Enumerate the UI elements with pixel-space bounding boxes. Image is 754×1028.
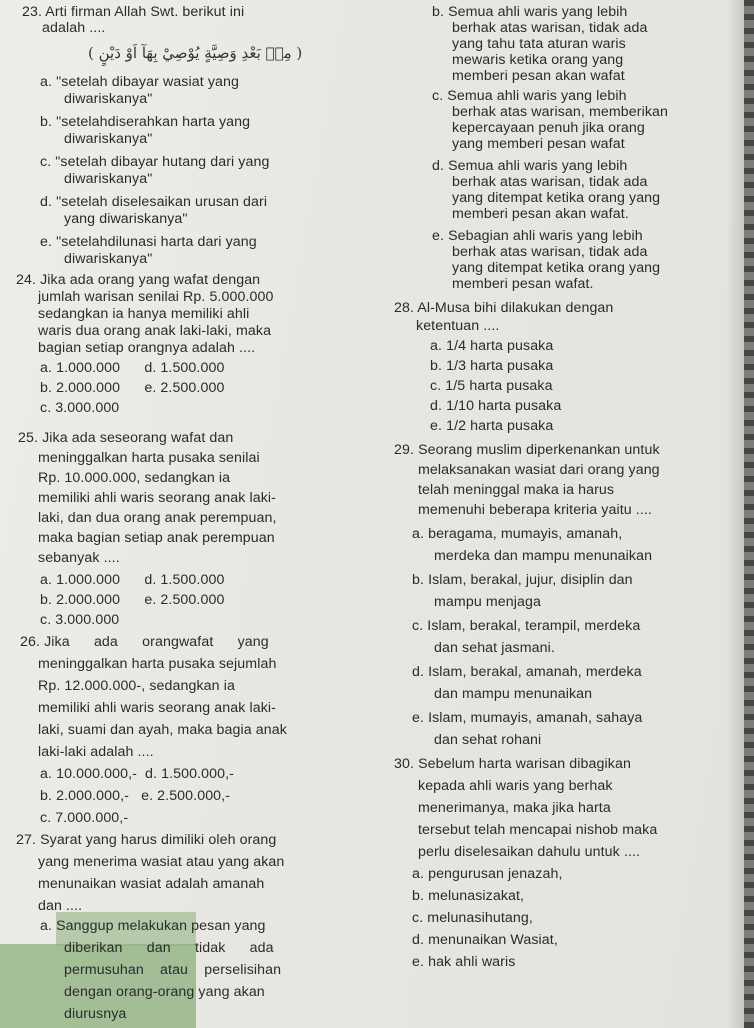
q23-line-2: adalah .... — [42, 20, 106, 36]
q27-option-a: a. Sanggup melakukan pesan yang — [40, 918, 266, 934]
q29-option-a: a. beragama, mumayis, amanah, — [412, 526, 623, 542]
page-curl-shadow — [726, 0, 744, 1028]
q23-option-d: d. "setelah diselesaikan urusan dari — [40, 194, 268, 210]
q23-option-c-right: c. Semua ahli waris yang lebih — [432, 88, 627, 104]
q29-option-d-cont: dan mampu menunaikan — [434, 686, 593, 702]
q27-option-a-cont: diberikan dan tidak ada — [64, 940, 274, 956]
q30-option-e: e. hak ahli waris — [412, 954, 516, 970]
q23-line: memberi pesan wafat. — [452, 276, 594, 292]
q24-line: sedangkan ia hanya memiliki ahli — [38, 306, 250, 322]
q27-line: menunaikan wasiat adalah amanah — [38, 876, 265, 892]
q24-options-ad: a. 1.000.000 d. 1.500.000 — [40, 360, 225, 376]
q24-line: waris dua orang anak laki-laki, maka — [38, 323, 272, 339]
q23-option-a-cont: diwariskanya" — [64, 91, 153, 107]
q30-line: perlu diselesaikan dahulu untuk .... — [418, 844, 641, 860]
q27-line: 27. Syarat yang harus dimiliki oleh orang — [16, 832, 277, 848]
q23-line: yang tahu tata aturan waris — [452, 36, 626, 52]
q23-line: berhak atas warisan, memberikan — [452, 104, 669, 120]
q24-line: jumlah warisan senilai Rp. 5.000.000 — [38, 289, 274, 305]
q28-line: 28. Al-Musa bihi dilakukan dengan — [394, 300, 614, 316]
q27-option-a-cont: diurusnya — [64, 1006, 127, 1022]
q23-option-c-cont: diwariskanya" — [64, 171, 153, 187]
q29-line: melaksanakan wasiat dari orang yang — [418, 462, 660, 478]
q23-line: yang ditempat ketika orang yang — [452, 190, 661, 206]
q25-options-ad: a. 1.000.000 d. 1.500.000 — [40, 572, 225, 588]
q25-options-be: b. 2.000.000 e. 2.500.000 — [40, 592, 225, 608]
q23-line: kepercayaan penuh jika orang — [452, 120, 645, 136]
q26-options-ad: a. 10.000.000,- d. 1.500.000,- — [40, 766, 234, 782]
q23-line: berhak atas warisan, tidak ada — [452, 20, 648, 36]
q28-option-a: a. 1/4 harta pusaka — [430, 338, 554, 354]
q30-line: menerimanya, maka jika harta — [418, 800, 611, 816]
q26-line: memiliki ahli waris seorang anak laki- — [38, 700, 276, 716]
q28-line: ketentuan .... — [416, 318, 500, 334]
q25-line: maka bagian setiap anak perempuan — [38, 530, 275, 546]
q27-option-a-cont: dengan orang-orang yang akan — [64, 984, 265, 1000]
q26-option-c: c. 7.000.000,- — [40, 810, 129, 826]
q23-option-b-right: b. Semua ahli waris yang lebih — [432, 4, 628, 20]
q25-option-c: c. 3.000.000 — [40, 612, 120, 628]
q29-option-b-cont: mampu menjaga — [434, 594, 541, 610]
q23-option-b: b. "setelahdiserahkan harta yang — [40, 114, 251, 130]
q30-line: tersebut telah mencapai nishob maka — [418, 822, 658, 838]
q23-option-a: a. "setelah dibayar wasiat yang — [40, 74, 239, 90]
q30-line: 30. Sebelum harta warisan dibagikan — [394, 756, 631, 772]
q29-line: telah meninggal maka ia harus — [418, 482, 615, 498]
q29-line: memenuhi beberapa kriteria yaitu .... — [418, 502, 652, 518]
q30-line: kepada ahli waris yang berhak — [418, 778, 613, 794]
q24-options-be: b. 2.000.000 e. 2.500.000 — [40, 380, 225, 396]
q23-option-e-cont: diwariskanya" — [64, 251, 153, 267]
q25-line: 25. Jika ada seseorang wafat dan — [18, 430, 234, 446]
q29-option-e-cont: dan sehat rohani — [434, 732, 542, 748]
q23-option-d-cont: yang diwariskanya" — [64, 211, 188, 227]
q26-line: meninggalkan harta pusaka sejumlah — [38, 656, 277, 672]
q23-option-b-cont: diwariskanya" — [64, 131, 153, 147]
q23-option-d-right: d. Semua ahli waris yang lebih — [432, 158, 628, 174]
q24-line: bagian setiap orangnya adalah .... — [38, 340, 256, 356]
q26-line: laki, suami dan ayah, maka bagia anak — [38, 722, 287, 738]
q29-option-b: b. Islam, berakal, jujur, disiplin dan — [412, 572, 633, 588]
q24-option-c: c. 3.000.000 — [40, 400, 120, 416]
q23-line: berhak atas warisan, tidak ada — [452, 174, 648, 190]
q25-line: Rp. 10.000.000, sedangkan ia — [38, 470, 231, 486]
q23-option-e-right: e. Sebagian ahli waris yang lebih — [432, 228, 643, 244]
q29-option-e: e. Islam, mumayis, amanah, sahaya — [412, 710, 643, 726]
q23-line: yang memberi pesan wafat — [452, 136, 625, 152]
q30-option-d: d. menunaikan Wasiat, — [412, 932, 558, 948]
q23-line: yang ditempat ketika orang yang — [452, 260, 661, 276]
q28-option-d: d. 1/10 harta pusaka — [430, 398, 562, 414]
q26-line: Rp. 12.000.000-, sedangkan ia — [38, 678, 235, 694]
q23-line: memberi pesan akan wafat. — [452, 206, 629, 222]
q23-line-1: 23. Arti firman Allah Swt. berikut ini — [22, 4, 245, 20]
q30-option-a: a. pengurusan jenazah, — [412, 866, 563, 882]
q29-option-d: d. Islam, berakal, amanah, merdeka — [412, 664, 642, 680]
q23-line: berhak atas warisan, tidak ada — [452, 244, 648, 260]
q25-line: meninggalkan harta pusaka senilai — [38, 450, 260, 466]
q25-line: memiliki ahli waris seorang anak laki- — [38, 490, 276, 506]
q27-line: dan .... — [38, 898, 83, 914]
q29-option-c-cont: dan sehat jasmani. — [434, 640, 555, 656]
q27-option-a-cont: permusuhan atau perselisihan — [64, 962, 282, 978]
q28-option-e: e. 1/2 harta pusaka — [430, 418, 554, 434]
q25-line: laki, dan dua orang anak perempuan, — [38, 510, 277, 526]
q30-option-c: c. melunasihutang, — [412, 910, 533, 926]
q28-option-c: c. 1/5 harta pusaka — [430, 378, 553, 394]
q23-line: memberi pesan akan wafat — [452, 68, 625, 84]
q26-line: 26. Jika ada orangwafat yang — [20, 634, 269, 650]
q29-option-a-cont: merdeka dan mampu menunaikan — [434, 548, 653, 564]
q23-arabic-verse: ( مِنۢ بَعْدِ وَصِيَّةٍ يُوْصِيْ بِهَآ اَوْ دَيْنٍ ) — [88, 44, 303, 62]
q23-option-c: c. "setelah dibayar hutang dari yang — [40, 154, 270, 170]
q26-line: laki-laki adalah .... — [38, 744, 154, 760]
q25-line: sebanyak .... — [38, 550, 120, 566]
q29-line: 29. Seorang muslim diperkenankan untuk — [394, 442, 660, 458]
q23-option-e: e. "setelahdilunasi harta dari yang — [40, 234, 257, 250]
q27-line: yang menerima wasiat atau yang akan — [38, 854, 285, 870]
q30-option-b: b. melunasizakat, — [412, 888, 525, 904]
q24-line: 24. Jika ada orang yang wafat dengan — [16, 272, 261, 288]
q28-option-b: b. 1/3 harta pusaka — [430, 358, 554, 374]
q26-options-be: b. 2.000.000,- e. 2.500.000,- — [40, 788, 231, 804]
q29-option-c: c. Islam, berakal, terampil, merdeka — [412, 618, 641, 634]
q23-line: mewaris ketika orang yang — [452, 52, 624, 68]
binding-edge — [744, 0, 754, 1028]
